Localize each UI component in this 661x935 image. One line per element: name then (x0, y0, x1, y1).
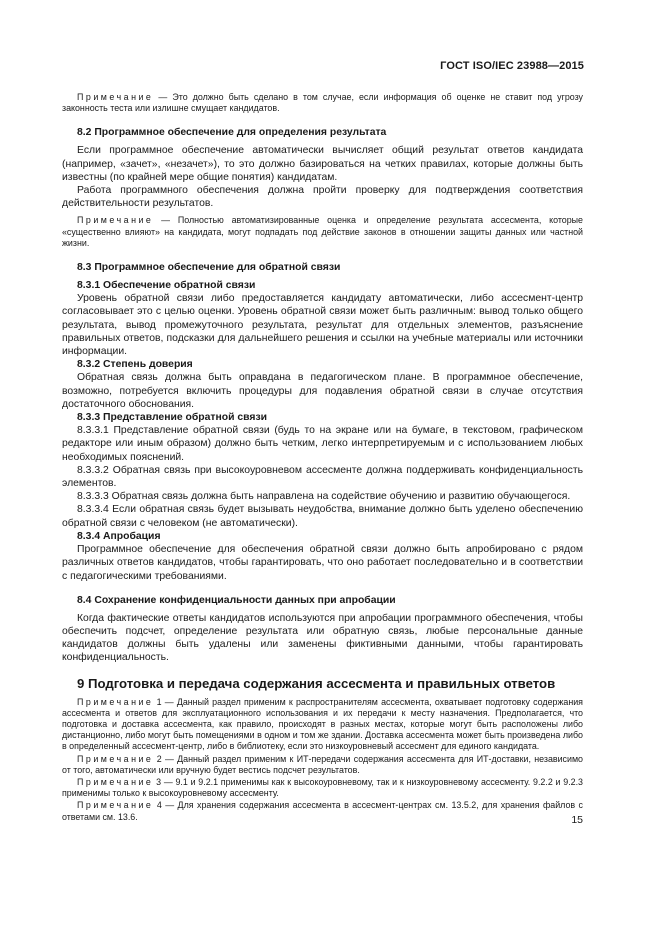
section-8-4-paragraph: Когда фактические ответы кандидатов используются при апробации программного обеспечения, чтобы обеспечить подсчет, определение результата или обратную связь, любые персональные данные кандидатов должны быть удалены или заменены фиктивными данными, чтобы гарантировать конфиденциальность. (62, 612, 583, 664)
note-text: 2 — Данный раздел применим к ИТ-передачи содержания ассесмента для ИТ-доставки, независимо от того, автоматически или вручную будет вестись подсчет результатов. (62, 753, 583, 775)
note-label: Примечание (77, 696, 154, 707)
page-number: 15 (571, 814, 583, 826)
note-intro (62, 92, 583, 114)
note-label: Примечание (77, 800, 154, 811)
section-8-3-2-paragraph: Обратная связь должна быть оправдана в педагогическом плане. В программное обеспечение, возможно, потребуется включить процедуры для подавления обратной связи в случае отсутствия достаточного обоснования. (62, 372, 583, 410)
section-8-3-2-heading: 8.3.2 Степень доверия (77, 359, 193, 371)
section-8-3-4-paragraph: Программное обеспечение для обеспечения обратной связи должно быть апробировано с рядом различных ответов кандидатов, чтобы гарантировать, что оно работает последовательно и в соответствии с педагогическими требованиями. (62, 544, 583, 582)
section-8-3-3-1-paragraph: 8.3.3.1 Представление обратной связи (будь то на экране или на бумаге, в текстовом, графическом редакторе или иным образом) должно быть четким, легко интерпретируемым и с использованием любых необходимых пояснений. (62, 425, 583, 463)
section-8-2-heading: 8.2 Программное обеспечение для определения результата (77, 127, 387, 139)
section-9-note-4 (62, 800, 583, 822)
note-label: Примечание (77, 753, 154, 764)
section-8-4-heading: 8.4 Сохранение конфиденциальности данных при апробации (77, 594, 396, 606)
note-label: Примечание (77, 215, 154, 226)
section-8-3-3-2-paragraph: 8.3.3.2 Обратная связь при высокоуровневом ассесменте должна поддерживать конфиденциальность элементов. (62, 464, 583, 490)
section-9-note-1 (62, 697, 583, 753)
standard-header: ГОСТ ISO/IEC 23988—2015 (440, 60, 584, 72)
section-8-3-3-4-paragraph: 8.3.3.4 Если обратная связь будет вызывать неудобства, внимание должно быть уделено обеспечению обратной связи с человеком (не автоматически). (62, 504, 583, 529)
section-9-note-3 (62, 777, 583, 799)
section-9-note-2 (62, 754, 583, 776)
note-text: 3 — 9.1 и 9.2.1 применимы как к высокоуровневому, так и к низкоуровневому ассесменту. 9.2.2 и 9.2.3 применимы только к высокоуровневому ассесменту. (62, 776, 583, 799)
section-9-heading: 9 Подготовка и передача содержания ассесмента и правильных ответов (77, 675, 556, 691)
section-8-2-paragraph-2: Работа программного обеспечения должна пройти проверку для подтверждения соответствия действительности результатов. (62, 185, 583, 210)
section-8-3-4-heading: 8.3.4 Апробация (77, 530, 161, 542)
note-text: — Полностью автоматизированные оценка и определение результата ассесмента, которые «существенно влияют» на кандидата, могут подпадать под действие законов в отношении защиты данных или частной жизни. (62, 215, 583, 248)
note-label: Примечание (77, 92, 154, 102)
page-content (62, 92, 583, 824)
section-8-3-3-3-paragraph: 8.3.3.3 Обратная связь должна быть направлена на содействие обучению и развитию обучающегося. (77, 491, 571, 503)
section-8-3-1-paragraph: Уровень обратной связи либо предоставляется кандидату автоматически, либо ассесмент-центр согласовывает это с целью оценки. Уровень обратной связи может быть различным: вывод только общего результата, вывод промежуточного результата, результат для отдельных элементов, разъяснение правильных ответов, подсказки для дальнейшего решения и ссылки на учебные материалы или источники информации. (62, 293, 583, 358)
note-label: Примечание (77, 776, 154, 787)
section-8-3-1-heading: 8.3.1 Обеспечение обратной связи (77, 280, 256, 292)
note-text: 1 — Данный раздел применим к распространителям ассесмента, охватывает подготовку содержания ассесмента и ответов для эксплуатационного использования и их передачи к месту назначения. Предполагается, что подготовка и доставка ассесмента, как правило, происходят в разных местах, которые могут быть расположены либо дистанционно, либо могут быть помещениями в одном и том же здании. Доставка ассесмента может быть произведена либо в определенный ассесмент-центр, либо в библиотеку, если это низкоуровневый ассесмент для единого кандидата. (62, 696, 583, 752)
note-text: — Это должно быть сделано в том случае, если информация об оценке не ставит под угрозу законность теста или излишне смущает кандидатов. (62, 92, 583, 114)
section-8-2-paragraph-1: Если программное обеспечение автоматически вычисляет общий результат ответов кандидата (например, «зачет», «незачет»), то это должно базироваться на четких правилах, которые должны быть известны (по крайней мере общие понятия) кандидатам. (62, 145, 583, 183)
section-8-3-heading: 8.3 Программное обеспечение для обратной связи (77, 262, 341, 274)
section-8-2-note (62, 215, 583, 249)
section-8-3-3-heading: 8.3.3 Представление обратной связи (77, 412, 268, 424)
note-text: 4 — Для хранения содержания ассесмента в ассесмент-центрах см. 13.5.2, для хранения файлов с ответами см. 13.6. (62, 800, 583, 822)
